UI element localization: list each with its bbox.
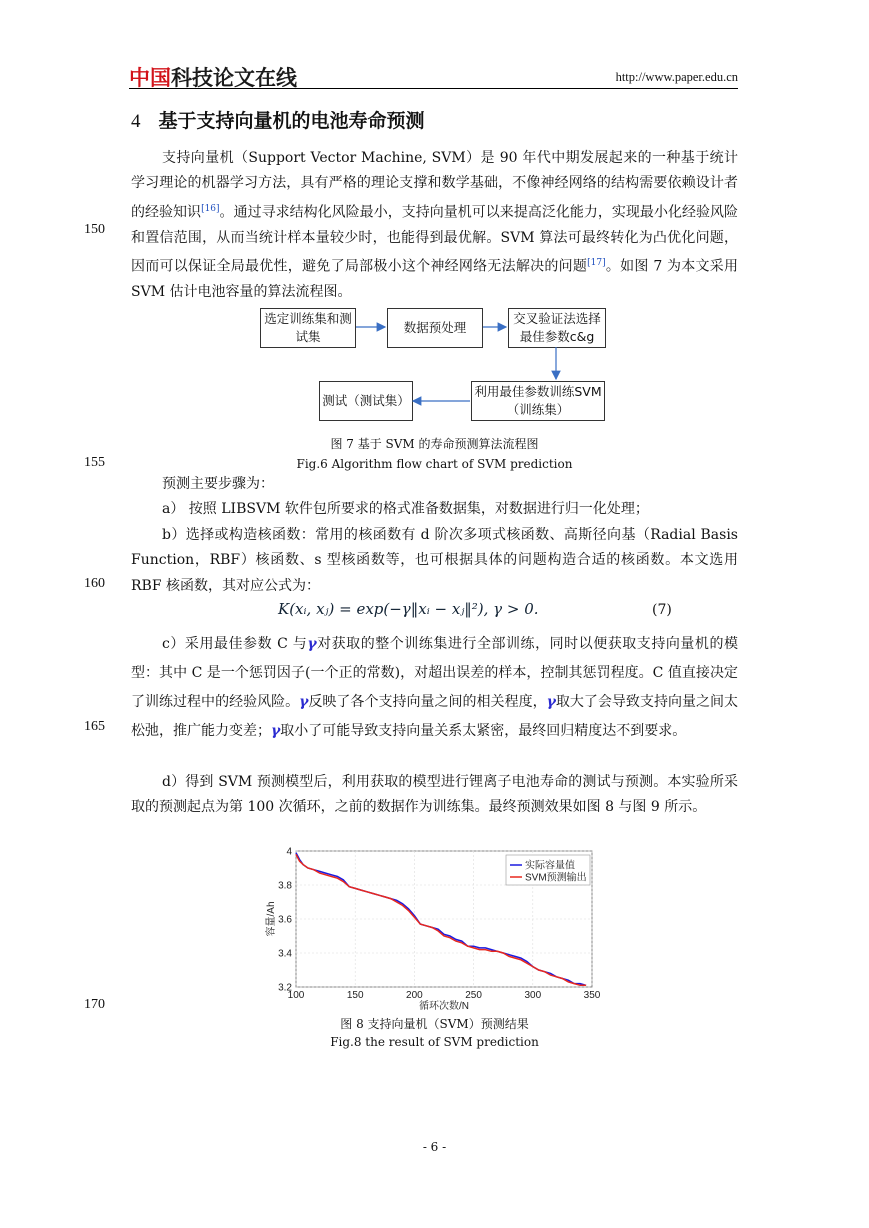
fig8-chart bbox=[262, 843, 602, 1013]
intro-paragraph bbox=[131, 146, 738, 305]
step-d: d）得到 SVM 预测模型后，利用获取的模型进行锂离子电池寿命的测试与预测。本实验所采取的预测起点为第 100 次循环，之前的数据作为训练集。最终预测效果如图 8 与图 9 所示。 bbox=[131, 774, 738, 816]
x-tick-label: 200 bbox=[406, 990, 423, 1001]
step-c: c）采用最佳参数 C 与γ对获取的整个训练集进行全部训练，同时以便获取支持向量机的模型：其中 C 是一个惩罚因子(一个正的常数)，对超出误差的样本，控制其惩罚程度。C 值直接决定了训练过程中的经验风险。γ反映了各个支持向量之间的相关程度，γ取大了会导致支持向量之间太松弛，推广能力变差；γ取小了可能导致支持向量关系太紧密，最终回归精度达不到要求。 bbox=[131, 636, 739, 739]
logo-red-text: 中国 bbox=[129, 66, 171, 90]
flow-box-select-data: 选定训练集和测试集 bbox=[260, 308, 356, 348]
line-number: 170 bbox=[84, 997, 105, 1012]
logo-black-text: 科技论文在线 bbox=[171, 66, 297, 90]
citation-16[interactable]: [16] bbox=[201, 203, 220, 214]
gamma-symbol: γ bbox=[546, 694, 556, 710]
para1-text-3: 。如图 7 为本文采用 SVM 估计电池容量的算法流程图。 bbox=[131, 258, 738, 300]
x-tick-label: 100 bbox=[287, 990, 305, 1001]
line-number: 165 bbox=[84, 719, 105, 734]
flow-box-test: 测试（测试集） bbox=[319, 381, 413, 421]
y-tick-label: 3.8 bbox=[278, 880, 292, 892]
citation-17[interactable]: [17] bbox=[587, 257, 606, 268]
y-axis-label: 容量/Ah bbox=[266, 901, 277, 937]
y-tick-label: 3.2 bbox=[278, 982, 292, 994]
gamma-symbol: γ bbox=[271, 723, 281, 739]
fig7-caption-cn: 图 7 基于 SVM 的寿命预测算法流程图 bbox=[330, 437, 539, 451]
steps-intro: 预测主要步骤为： bbox=[162, 476, 274, 492]
legend-label: SVM预测输出 bbox=[525, 872, 587, 884]
x-axis-label: 循环次数/N bbox=[419, 1001, 469, 1012]
para1-text-2: 。通过寻求结构化风险最小，支持向量机可以来提高泛化能力，实现最小化经验风险和置信范围，从而当统计样本量较少时，也能得到最优解。SVM 算法可最终转化为凸优化问题，因而可以保证全局最优性，避免了局部极小这个神经网络无法解决的问题 bbox=[131, 204, 738, 275]
fig7-caption-en: Fig.6 Algorithm flow chart of SVM prediction bbox=[296, 457, 573, 471]
line-number: 150 bbox=[84, 222, 105, 237]
formula-rbf: K(xᵢ, xⱼ) = exp(−γ‖xᵢ − xⱼ‖²), γ > 0. bbox=[278, 600, 539, 618]
line-number: 160 bbox=[84, 576, 105, 591]
step-b: b）选择或构造核函数：常用的核函数有 d 阶次多项式核函数、高斯径向基（Radial Basis Function，RBF）核函数、s 型核函数等，也可根据具体的问题构造合适的核函数。本文选用 RBF 核函数，其对应公式为： bbox=[131, 527, 738, 594]
gamma-symbol: γ bbox=[307, 636, 317, 652]
flow-box-cross-validation: 交叉验证法选择最佳参数c&g bbox=[508, 308, 606, 348]
equation-number: (7) bbox=[652, 602, 672, 618]
page-number: - 6 - bbox=[422, 1140, 447, 1154]
flowchart bbox=[258, 308, 610, 423]
section-title bbox=[131, 106, 425, 133]
y-tick-label: 3.6 bbox=[278, 914, 292, 926]
step-a: a） 按照 LIBSVM 软件包所要求的格式准备数据集，对数据进行归一化处理； bbox=[162, 501, 649, 517]
line-number: 155 bbox=[84, 455, 105, 470]
flow-box-preprocess: 数据预处理 bbox=[387, 308, 483, 348]
para1-text-1: 支持向量机（Support Vector Machine, SVM）是 90 年代中期发展起来的一种基于统计学习理论的机器学习方法，具有严格的理论支撑和数学基础，不像神经网络的结构需要依赖设计者的经验知识 bbox=[131, 150, 738, 221]
fig8-caption-en: Fig.8 the result of SVM prediction bbox=[330, 1035, 539, 1049]
fig8-caption-cn: 图 8 支持向量机（SVM）预测结果 bbox=[340, 1017, 529, 1031]
site-url: http://www.paper.edu.cn bbox=[615, 70, 738, 84]
header-divider bbox=[129, 88, 738, 89]
x-tick-label: 300 bbox=[524, 990, 542, 1001]
x-tick-label: 150 bbox=[346, 990, 364, 1001]
y-tick-label: 4 bbox=[286, 846, 292, 858]
gamma-symbol: γ bbox=[299, 694, 309, 710]
x-tick-label: 250 bbox=[465, 990, 482, 1001]
x-tick-label: 350 bbox=[583, 990, 601, 1001]
section-number: 4 bbox=[131, 111, 141, 132]
flow-box-train-svm: 利用最佳参数训练SVM（训练集） bbox=[471, 381, 605, 421]
section-title-text: 基于支持向量机的电池寿命预测 bbox=[158, 110, 425, 132]
y-tick-label: 3.4 bbox=[278, 948, 292, 960]
legend-label: 实际容量值 bbox=[525, 860, 575, 872]
